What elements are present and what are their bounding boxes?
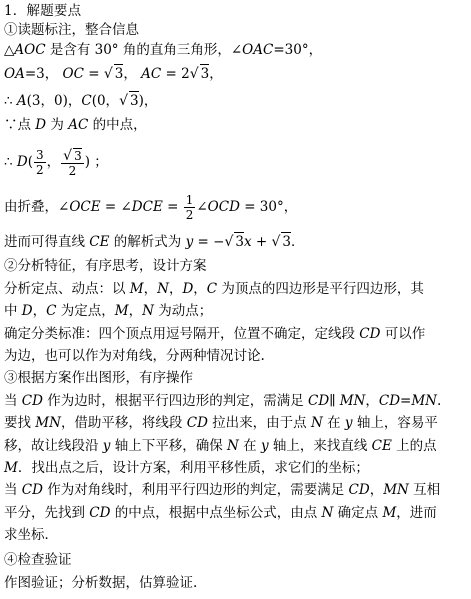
text: ∠	[196, 199, 208, 215]
numerator	[61, 148, 84, 164]
math-var: M	[114, 303, 129, 319]
text: 为定点，	[56, 303, 115, 319]
text: ，	[193, 281, 207, 297]
math-var: N	[227, 438, 239, 454]
case-edge-cont1	[4, 414, 438, 432]
sqrt-radicand: 3	[114, 66, 124, 82]
text: =3，	[24, 66, 59, 82]
triangle-statement	[4, 41, 322, 59]
text: =	[83, 66, 104, 82]
text: =30°，	[273, 42, 323, 58]
math-var: CD	[21, 393, 43, 409]
math-var: D	[21, 303, 33, 319]
math-var: OAC	[242, 42, 274, 58]
text: .	[436, 393, 442, 409]
sqrt-sign: √	[103, 66, 113, 82]
text: 当	[4, 393, 22, 409]
math-var: N	[142, 303, 154, 319]
text: 在	[322, 415, 345, 431]
step3-heading: ③根据方案作出图形，有序操作	[4, 370, 193, 386]
math-var: D	[182, 281, 194, 297]
midpoint-coordinates	[4, 146, 108, 178]
sqrt-sign: √	[189, 66, 199, 82]
math-var: CE	[371, 438, 392, 454]
math-var: CD	[359, 326, 381, 342]
text: ，借助平移，将线段	[60, 415, 187, 431]
text: ，进而	[396, 505, 437, 521]
math-var: MN	[411, 393, 437, 409]
case-edge-cont2	[4, 437, 437, 455]
math-var: C	[46, 303, 57, 319]
text: ∴	[4, 154, 17, 170]
sqrt-sign: √	[63, 147, 73, 164]
fixed-moving-points-cont	[4, 302, 212, 320]
text: ，	[209, 66, 223, 82]
math-var: A	[16, 93, 27, 109]
text: △	[4, 42, 15, 58]
classification-standard-cont: 为边，也可以作为对角线，分两种情况讨论.	[4, 348, 265, 364]
text: ，	[32, 303, 47, 319]
fraction	[184, 193, 196, 222]
text: ．	[291, 234, 305, 250]
text: 由折叠，∠	[4, 199, 70, 215]
text: 为动点；	[153, 303, 213, 319]
sqrt-radicand: 3	[282, 234, 291, 250]
text: 轴上下平移，确保	[110, 438, 228, 454]
denominator: 2	[68, 163, 77, 178]
text: 上的点	[391, 438, 437, 454]
text: 当	[4, 482, 22, 498]
folding-statement	[4, 192, 297, 222]
math-var: C	[81, 93, 92, 109]
fraction	[61, 148, 84, 178]
case-edge-cont3	[4, 459, 369, 477]
text: 确定点	[333, 505, 383, 521]
sqrt-sign: √	[119, 93, 128, 109]
step2-heading: ②分析特征，有序思考，设计方案	[4, 258, 207, 274]
text: (0，	[91, 93, 120, 109]
math-var: C	[206, 281, 218, 297]
math-var: MN	[339, 393, 366, 409]
math-var: DCE	[131, 199, 163, 215]
math-var: CD	[21, 482, 43, 498]
math-var: OCE	[69, 199, 101, 215]
text: = −	[193, 234, 225, 250]
text: ∵点	[4, 117, 36, 133]
fixed-moving-points	[4, 280, 424, 298]
sqrt-sign: √	[271, 234, 281, 250]
math-var: M	[4, 460, 18, 476]
math-var: y	[102, 438, 111, 454]
case-diagonal-cont2: 求坐标．	[4, 527, 58, 543]
text: 互相	[408, 482, 441, 498]
math-var: CE	[89, 234, 110, 250]
math-var: y	[344, 415, 353, 431]
sqrt-radicand: 3	[129, 93, 139, 109]
sqrt-sign: √	[224, 234, 234, 250]
math-var: CD	[89, 505, 111, 521]
text: 要找	[4, 415, 36, 431]
text: 中	[4, 303, 22, 319]
text: (3，0)，	[26, 93, 82, 109]
text: 确定分类标准：四个顶点用逗号隔开，位置不确定，定线段	[4, 326, 360, 342]
text: ∥	[329, 393, 340, 409]
math-var: AC	[141, 66, 162, 82]
text: = ∠	[100, 199, 132, 215]
math-var: OC	[62, 66, 84, 82]
text: ，	[46, 154, 61, 170]
text: 的解析式为	[109, 234, 186, 250]
math-var: N	[310, 415, 323, 431]
math-var: AC	[68, 117, 89, 133]
math-var: N	[157, 281, 169, 297]
section-heading: 1．解题要点	[4, 3, 82, 19]
sqrt-radicand: 3	[235, 234, 244, 250]
math-var: CD	[308, 393, 330, 409]
text: 进而可得直线	[4, 234, 90, 250]
math-var: D	[35, 117, 47, 133]
text: ，	[128, 303, 143, 319]
midpoint-statement	[4, 116, 147, 134]
text: ，	[369, 482, 384, 498]
numerator: 3	[36, 148, 44, 162]
text: 平分，先找到	[4, 505, 90, 521]
text: 是含有 30° 角的直角三角形，∠	[45, 42, 243, 58]
text: ) ；	[84, 154, 108, 170]
text: 的中点，	[88, 117, 147, 133]
text: = 30°，	[239, 199, 298, 215]
text: ，	[143, 281, 158, 297]
text: ．找出点之后，设计方案，利用平移性质，求它们的坐标；	[17, 460, 369, 476]
math-var: AOC	[14, 42, 46, 58]
math-var: CD	[378, 393, 401, 409]
case-edge	[4, 392, 441, 410]
text: 可以作	[380, 326, 426, 342]
denominator: 2	[36, 163, 44, 177]
text: ，	[365, 393, 379, 409]
text: ，	[168, 281, 183, 297]
math-var: CD	[348, 482, 370, 498]
text: 轴上，容易平	[352, 415, 438, 431]
math-var: D	[16, 154, 28, 170]
step4-heading: ④检查验证	[4, 552, 72, 568]
text: 在	[238, 438, 261, 454]
text: 为顶点的四边形是平行四边形，其	[217, 281, 424, 297]
case-diagonal-cont1	[4, 504, 437, 522]
coordinates-statement	[4, 91, 157, 110]
classification-standard	[4, 325, 425, 343]
text: =	[400, 393, 412, 409]
text: =	[162, 199, 183, 215]
case-diagonal	[4, 481, 440, 499]
math-var: M	[382, 505, 397, 521]
math-var: y	[185, 234, 194, 250]
lengths-statement	[4, 64, 223, 83]
math-var: MN	[35, 415, 61, 431]
line-ce-equation	[4, 232, 305, 251]
text: 分析定点、动点：以	[4, 281, 130, 297]
text: = 2	[161, 66, 190, 82]
text: 移，故让线段沿	[4, 438, 103, 454]
text: 作为边时，根据平行四边形的判定，需满足	[42, 393, 309, 409]
numerator: 1	[185, 193, 194, 207]
text: 拉出来，由于点	[207, 415, 311, 431]
math-var: OCD	[207, 199, 240, 215]
text: (	[27, 154, 33, 170]
text: 的中点，根据中点坐标公式，由点	[110, 505, 322, 521]
math-var: OA	[4, 66, 25, 82]
math-var: M	[129, 281, 144, 297]
text: 作为对角线时，利用平行四边形的判定，需要满足	[42, 482, 349, 498]
text: +	[251, 234, 272, 250]
math-var: y	[260, 438, 269, 454]
denominator: 2	[185, 208, 194, 222]
fraction	[34, 148, 46, 177]
math-var: MN	[383, 482, 409, 498]
math-var: x	[243, 234, 252, 250]
verification-text: 作图验证；分析数据，估算验证.	[4, 575, 198, 591]
sqrt-radicand: 3	[200, 66, 210, 82]
text: )，	[138, 93, 158, 109]
sqrt-radicand: 3	[74, 148, 82, 163]
text: ，	[123, 66, 137, 82]
math-var: N	[321, 505, 334, 521]
text: ∴	[4, 93, 17, 109]
text: 为	[46, 117, 69, 133]
step1-heading: ①读题标注，整合信息	[4, 22, 139, 38]
text: 轴上，来找直线	[268, 438, 372, 454]
math-var: CD	[186, 415, 208, 431]
